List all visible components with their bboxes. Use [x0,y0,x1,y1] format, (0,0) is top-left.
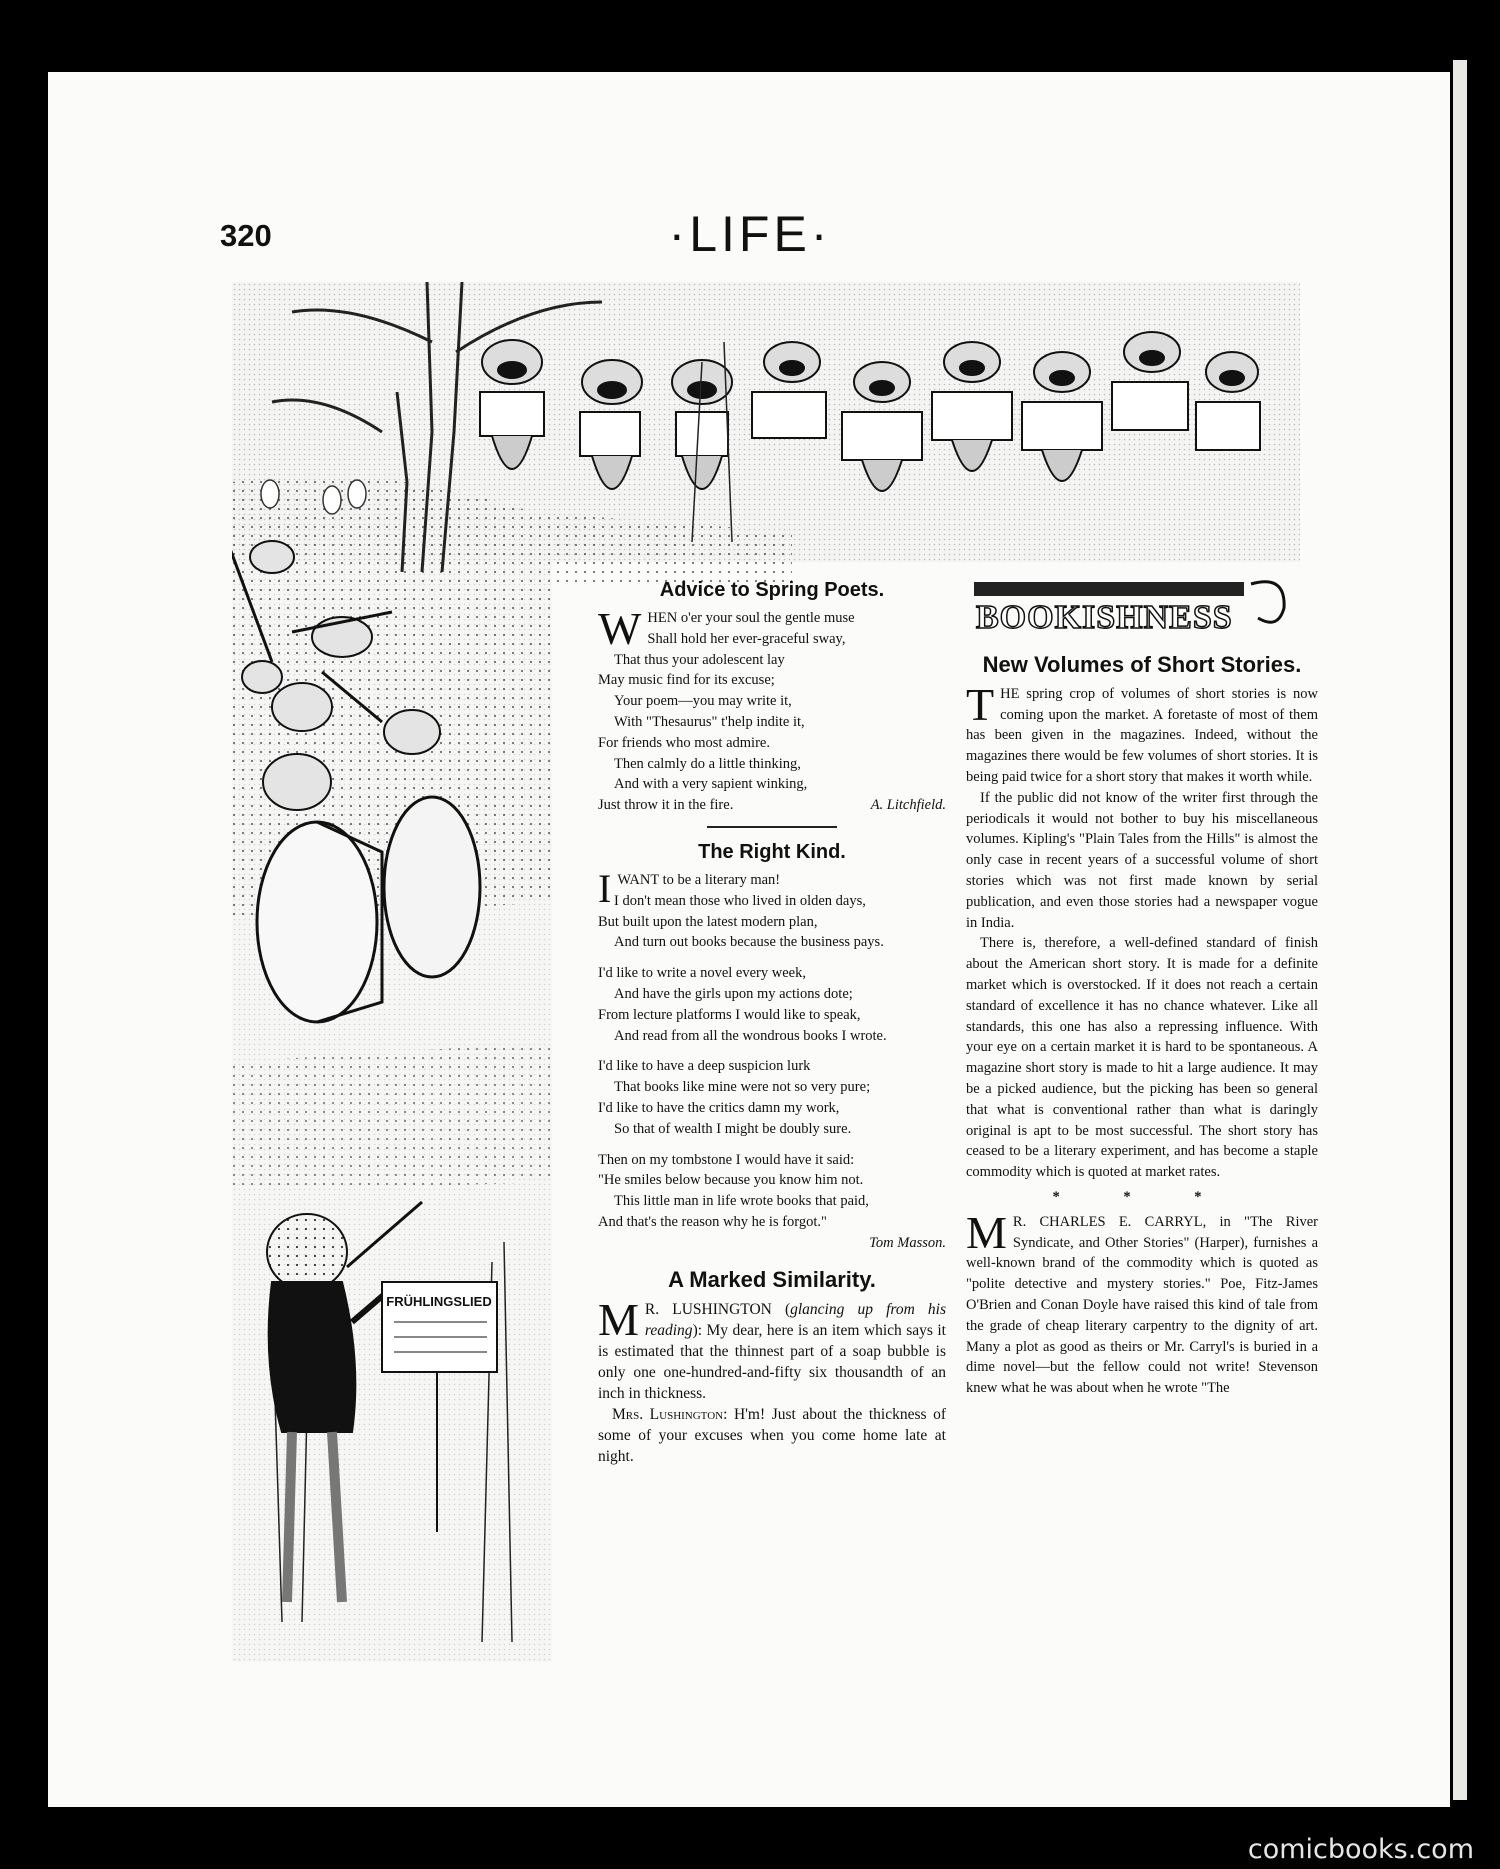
similarity-text: R. LUSHINGTON ( [644,1300,791,1318]
banner-text: BOOKISHNESS [976,599,1233,636]
right-kind-poem [598,865,946,1254]
poem-line: But built upon the latest modern plan, [598,913,818,930]
carryl-paragraph [966,1206,1318,1399]
poem-line: With "Thesaurus" t'help indite it, [614,713,805,730]
poem-line: Your poem—you may write it, [614,693,792,710]
masthead: ·LIFE· [668,206,832,262]
bookishness-paragraph [966,678,1318,788]
poem-line: WANT to be a literary man! [617,871,781,888]
poem-line: Shall hold her ever-graceful sway, [647,630,846,647]
poem-line: This little man in life wrote books that paid, [614,1193,869,1210]
bookishness-paragraph: If the public did not know of the writer first through the periodicals it would not bother to buy his miscellaneous volumes. Kipling's "Plain Tales from the Hills" is almost the only case in recent years of a successful volume of short stories which was not first made known by serial publication, and even those stories had a newspaper vogue in India. [966,789,1318,931]
sheet-music-title: FRÜHLINGSLIED [386,1294,492,1309]
drop-cap: M [966,1206,1007,1258]
poem-line: That thus your adolescent lay [614,651,785,668]
bookishness-title: New Volumes of Short Stories. [982,651,1302,677]
drop-cap: W [598,603,642,654]
poem-line: Then on my tombstone I would have it said: [598,1151,855,1168]
bookishness-paragraph: There is, therefore, a well-defined standard of finish about the American short story. It is made for a definite market which is overstocked. If it does not reach a certain standard of excellence it has no chance whatever. Like all standards, this one has also a repressing influence. With your eye on a certain market it is hard to be spontaneous. A magazine short story is made to hit a large audience. It may be a picked audience, but the picking has been so general that what is conventional rather than what is daringly original is apt to be most successful. The short story has ceased to be a literary experiment, and has become a staple commodity which is quoted at market rates. [966,935,1318,1181]
drop-cap: M [598,1293,639,1345]
drop-cap: I [598,865,612,911]
poem-line: May music find for its excuse; [598,672,775,689]
bookishness-banner [966,578,1296,636]
advice-title: Advice to Spring Poets. [659,579,885,601]
page-number: 320 [220,218,272,253]
similarity-title: A Marked Similarity. [668,1266,876,1292]
poem-line: Then calmly do a little thinking, [614,755,801,772]
poem-line: And turn out books because the business pays. [614,934,884,951]
poem-line: HEN o'er your soul the gentle muse [647,610,855,626]
advice-poem [598,603,946,816]
poem-line: "He smiles below because you know him not. [598,1172,864,1189]
poem-line: So that of wealth I might be doubly sure. [614,1120,852,1137]
right-text-column [966,578,1318,1399]
poem-line: I'd like to have a deep suspicion lurk [598,1058,811,1075]
poem-line: From lecture platforms I would like to speak, [598,1006,861,1023]
poem-line: For friends who most admire. [598,734,770,751]
right-kind-title: The Right Kind. [698,840,846,863]
poem-line: That books like mine were not so very pure; [614,1079,871,1096]
next-page-edge [1453,60,1467,1800]
similarity-text: ): My dear, here is an item which says it is estimated that the thinnest part of a soap bubble is only one one-hundred-and-fifty six thousandth of an inch in thickness. [598,1321,946,1402]
poem-author: A. Litchfield. [870,797,946,814]
poem-line: I don't mean those who lived in olden days, [614,892,866,909]
speaker-name: Mrs. Lushington [612,1405,724,1423]
section-divider [707,826,837,828]
carryl-text: R. CHARLES E. CARRYL, in "The River Syndicate, and Other Stories" (Harper), furnishes a well-known brand of the commodity which is quoted as "polite detective and mystery stories." Poe, Fitz-James O'Brien and Conan Doyle have raised this kind of tale from the grade of cheap literary carpentry to the dignity of art. Many a plot as good as theirs or Mr. Carryl's is buried in a dime novel—but the fellow could not write! Stevenson knew what he was about when he wrote "The [966,1213,1318,1397]
watermark: comicbooks.com [1247,1834,1474,1865]
poem-line: Just throw it in the fire. [598,797,734,814]
similarity-paragraph [598,1293,946,1404]
similarity-story [598,1293,946,1467]
poem-line: And with a very sapient winking, [614,776,808,793]
similarity-paragraph [598,1404,946,1467]
similarity-stage-direction: glancing up from his reading [644,1300,946,1339]
drop-cap: T [966,678,995,730]
poem-line: I'd like to have the critics damn my work, [598,1099,840,1116]
left-text-column [598,578,946,1467]
poem-line: And that's the reason why he is forgot." [598,1213,827,1230]
section-stars: * * * [1052,1188,1232,1205]
poem-line: And read from all the wondrous books I wrote. [614,1027,887,1044]
poem-author: Tom Masson. [869,1234,946,1251]
similarity-text: : H'm! Just about the thickness of some of your excuses when you come home late at night. [598,1405,946,1465]
bookishness-text: HE spring crop of volumes of short stories is now coming upon the market. A foretaste of most of them has been given in the magazines. Indeed, without the magazines there would be few volumes of short stories. It is being paid twice for a short story that makes it worth while. [966,685,1318,785]
poem-line: And have the girls upon my actions dote; [614,985,853,1002]
poem-line: I'd like to write a novel every week, [598,965,806,982]
